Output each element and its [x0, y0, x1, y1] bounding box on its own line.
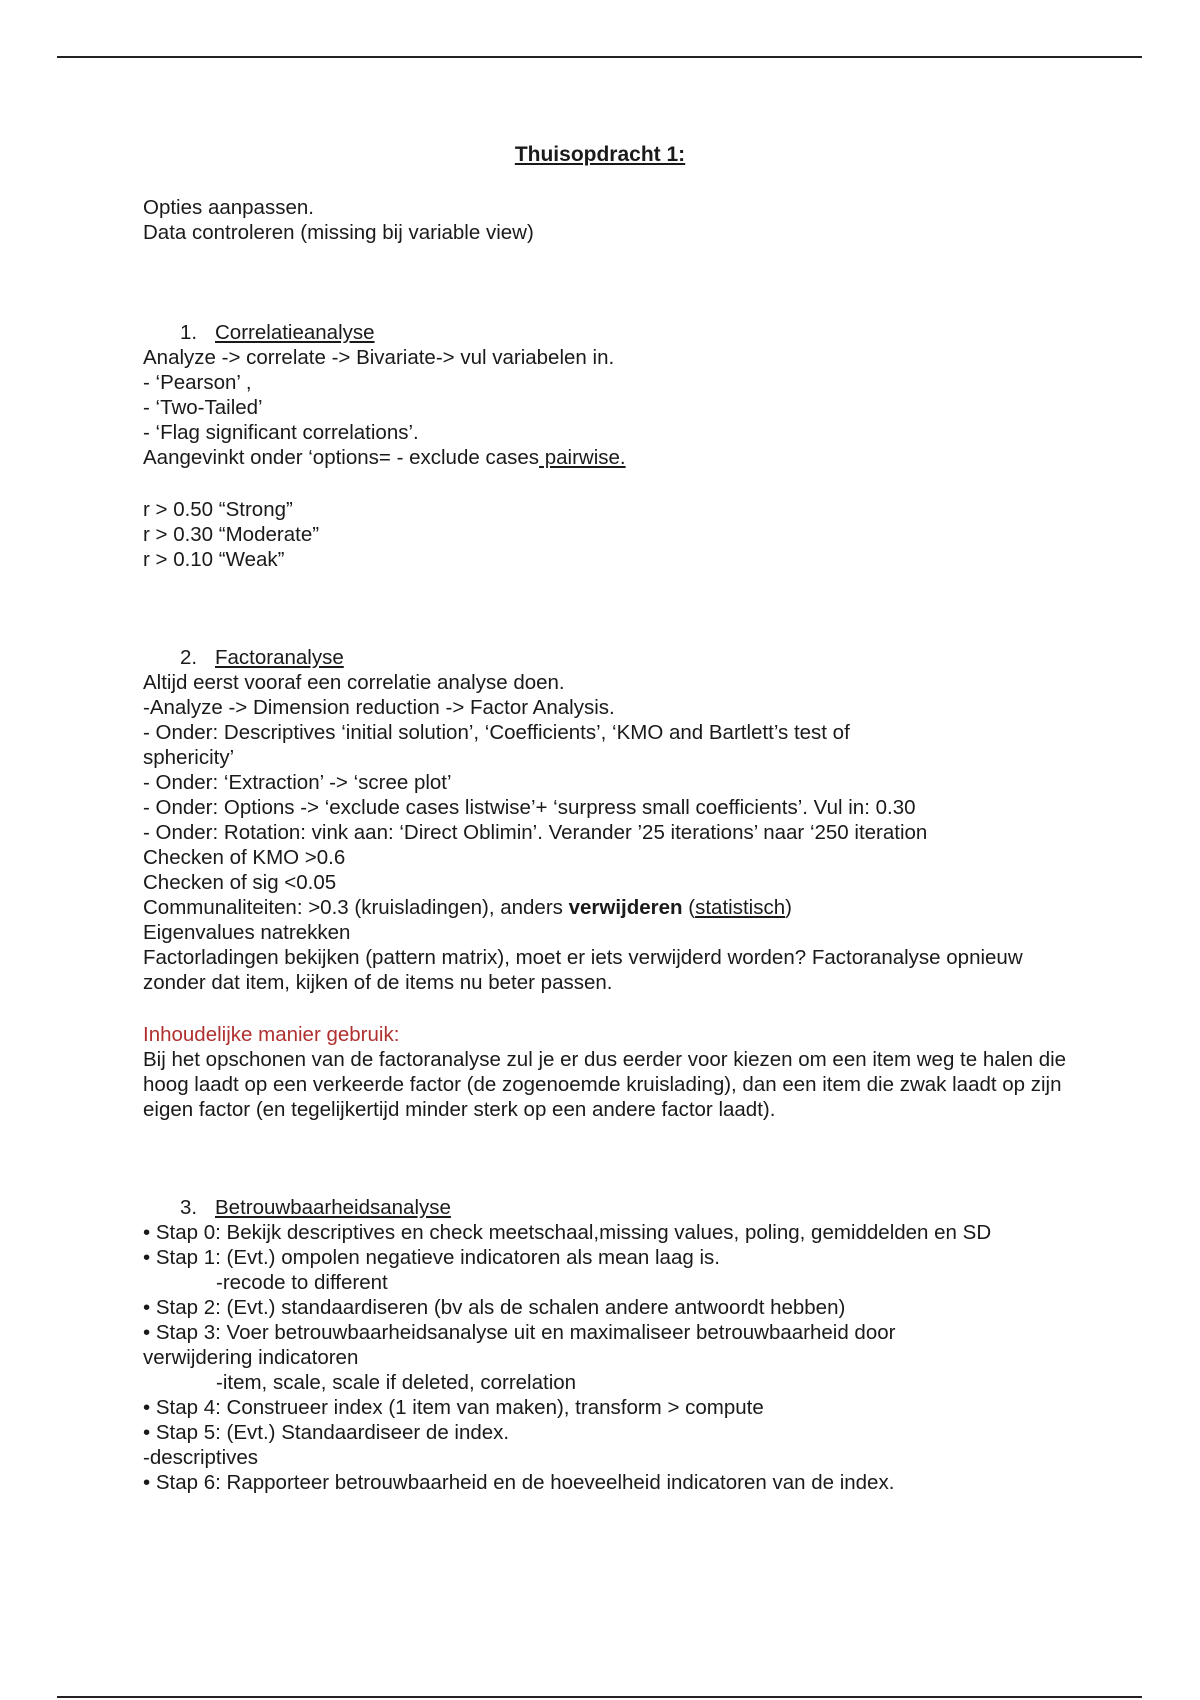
page-title: Thuisopdracht 1: [514, 143, 686, 166]
communal-bold: verwijderen [568, 896, 683, 919]
text-line: Checken of KMO >0.6 [143, 846, 346, 869]
section-number: 3. [180, 1196, 198, 1219]
communal-underlined: statistisch [695, 896, 786, 919]
text-line: Eigenvalues natrekken [143, 921, 351, 944]
options-underlined: pairwise. [539, 446, 626, 469]
threshold-line: r > 0.50 “Strong” [143, 498, 293, 521]
section-title: Correlatieanalyse [215, 321, 375, 344]
stap-sub-line: -recode to different [216, 1271, 388, 1294]
stap-line: • Stap 6: Rapporteer betrouwbaarheid en de hoeveelheid indicatoren van de index. [143, 1471, 895, 1494]
stap-sub-line: -descriptives [143, 1446, 259, 1469]
text-line: -Analyze -> Dimension reduction -> Factor Analysis. [143, 696, 615, 719]
communaliteiten-line [143, 895, 1083, 920]
stap-line: • Stap 4: Construeer index (1 item van maken), transform > compute [143, 1396, 764, 1419]
threshold-line: r > 0.30 “Moderate” [143, 523, 320, 546]
text-line: - Onder: Options -> ‘exclude cases listwise’+ ‘surpress small coefficients’. Vul in: 0.30 [143, 796, 916, 819]
red-subheading: Inhoudelijke manier gebruik: [143, 1023, 400, 1046]
section-number: 2. [180, 646, 198, 669]
communal-text: Communaliteiten: >0.3 (kruisladingen), anders [143, 896, 569, 919]
intro-line: Opties aanpassen. [143, 196, 314, 219]
section-heading-correlatieanalyse [143, 320, 1083, 345]
threshold-line: r > 0.10 “Weak” [143, 548, 285, 571]
stap-line: • Stap 5: (Evt.) Standaardiseer de index. [143, 1421, 510, 1444]
section-heading-factoranalyse [143, 645, 1083, 670]
text-line: Analyze -> correlate -> Bivariate-> vul variabelen in. [143, 346, 615, 369]
stap-line: • Stap 2: (Evt.) standaardiseren (bv als de schalen andere antwoordt hebben) [143, 1296, 846, 1319]
communal-open: ( [682, 896, 696, 919]
text-line: Factorladingen bekijken (pattern matrix), moet er iets verwijderd worden? Factoranalyse opnieuw zonder dat item, kijken of de items nu beter passen. [143, 946, 1023, 994]
top-rule [57, 56, 1142, 58]
options-line [143, 445, 1083, 470]
document-body [143, 195, 1083, 1495]
stap-sub-line: -item, scale, scale if deleted, correlation [216, 1371, 577, 1394]
stap-line: • Stap 0: Bekijk descriptives en check meetschaal,missing values, poling, gemiddelden en SD [143, 1221, 992, 1244]
section-title: Factoranalyse [215, 646, 344, 669]
text-line: - ‘Pearson’ , [143, 371, 252, 394]
text-line: - Onder: ‘Extraction’ -> ‘scree plot’ [143, 771, 452, 794]
text-line: Checken of sig <0.05 [143, 871, 337, 894]
section-heading-betrouwbaarheidsanalyse [143, 1195, 1083, 1220]
text-line: - Onder: Rotation: vink aan: ‘Direct Oblimin’. Verander ’25 iterations’ naar ‘250 iteration [143, 821, 928, 844]
text-line: Altijd eerst vooraf een correlatie analyse doen. [143, 671, 565, 694]
stap-line: • Stap 3: Voer betrouwbaarheidsanalyse uit en maximaliseer betrouwbaarheid door verwijdering indicatoren [143, 1321, 896, 1369]
communal-close: ) [785, 896, 792, 919]
bottom-rule [57, 1696, 1142, 1698]
text-line: - ‘Two-Tailed’ [143, 396, 263, 419]
options-text: Aangevinkt onder ‘options= - exclude cases [143, 446, 540, 469]
text-line: - Onder: Descriptives ‘initial solution’, ‘Coefficients’, ‘KMO and Bartlett’s test of sphericity’ [143, 721, 850, 769]
text-line: - ‘Flag significant correlations’. [143, 421, 419, 444]
section-number: 1. [180, 321, 198, 344]
stap-line: • Stap 1: (Evt.) ompolen negatieve indicatoren als mean laag is. [143, 1246, 720, 1269]
paragraph: Bij het opschonen van de factoranalyse zul je er dus eerder voor kiezen om een item weg te halen die hoog laadt op een verkeerde factor (de zogenoemde kruislading), dan een item die zwak laadt op zijn eigen factor (en tegelijkertijd minder sterk op een andere factor laadt). [143, 1048, 1067, 1121]
section-title: Betrouwbaarheidsanalyse [215, 1196, 451, 1219]
intro-line: Data controleren (missing bij variable view) [143, 221, 534, 244]
